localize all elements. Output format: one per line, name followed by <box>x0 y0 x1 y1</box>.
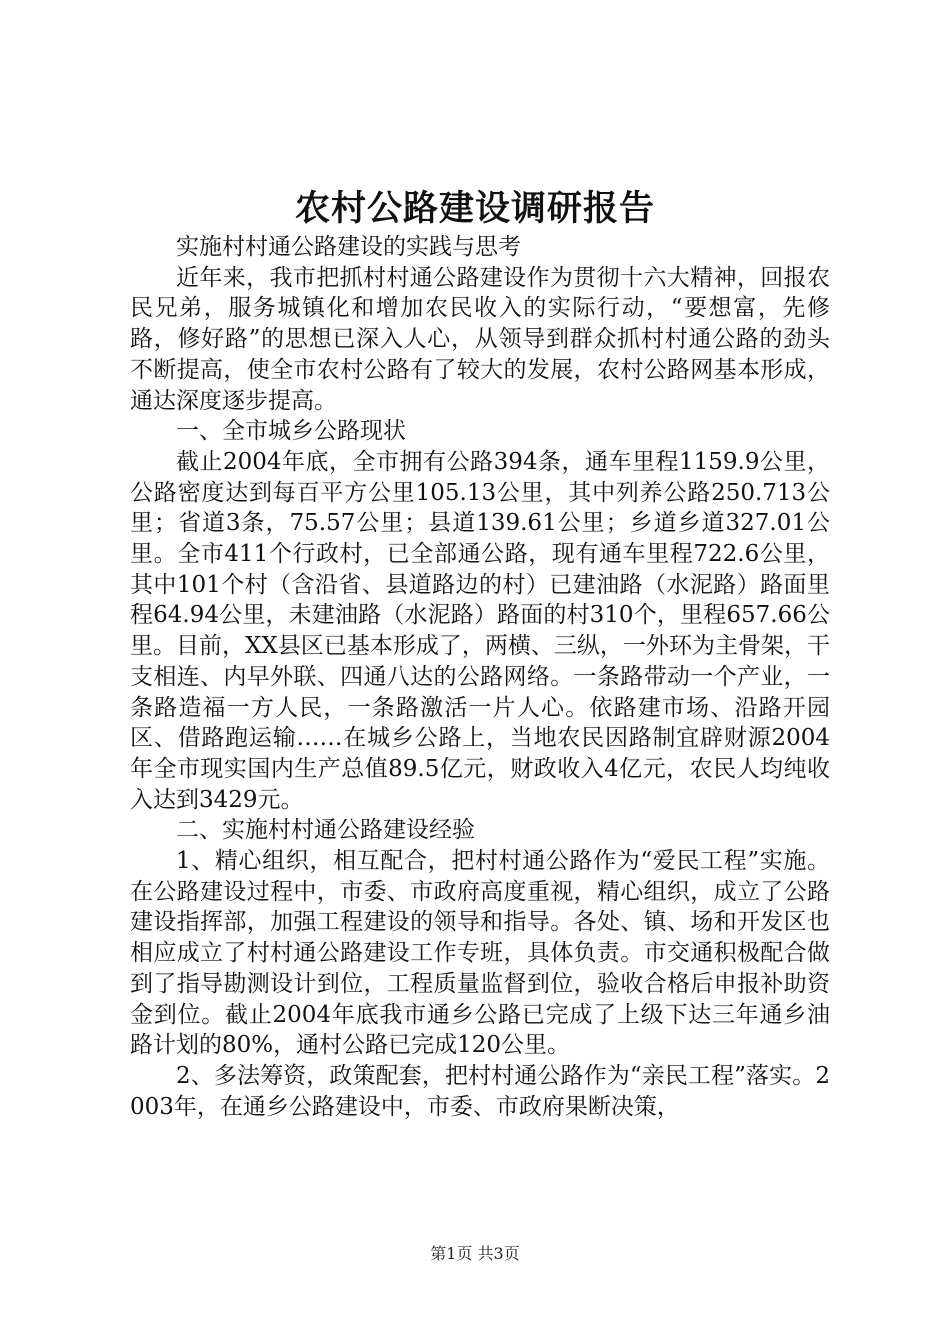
document-title: 农村公路建设调研报告 <box>294 189 655 229</box>
document-subtitle: 实施村村通公路建设的实践与思考 <box>176 234 521 260</box>
paragraph-experience-2: 2、多法筹资，政策配套，把村村通公路作为“亲民工程”落实。2003年，在通乡公路建设中，市委、市政府果断决策， <box>130 1062 830 1120</box>
section-heading-2: 二、实施村村通公路建设经验 <box>176 817 475 844</box>
page-footer: 第1页 共3页 <box>430 1244 520 1263</box>
section-heading-1: 一、全市城乡公路现状 <box>176 418 406 445</box>
paragraph-experience-1: 1、精心组织，相互配合，把村村通公路作为“爱民工程”实施。在公路建设过程中，市委、市政府高度重视，精心组织，成立了公路建设指挥部，加强工程建设的领导和指导。各处、镇、场和开发区也相应成立了村村通公路建设工作专班，具体负责。市交通积极配合做到了指导勘测设计到位，工程质量监督到位，验收合格后申报补助资金到位。截止2004年底我市通乡公路已完成了上级下达三年通乡油路计划的80%，通村公路已完成120公里。 <box>130 848 830 1059</box>
paragraph-intro: 近年来，我市把抓村村通公路建设作为贯彻十六大精神，回报农民兄弟，服务城镇化和增加农民收入的实际行动，“要想富，先修路，修好路”的思想已深入人心，从领导到群众抓村村通公路的劲头不断提高，使全市农村公路有了较大的发展，农村公路网基本形成，通达深度逐步提高。 <box>130 264 830 414</box>
document-body <box>130 232 830 1122</box>
paragraph-status: 截止2004年底，全市拥有公路394条，通车里程1159.9公里，公路密度达到每百平方公里105.13公里，其中列养公路250.713公里；省道3条，75.57公里；县道139.61公里；乡道乡道327.01公里。全市411个行政村，已全部通公路，现有通车里程722.6公里，其中101个村（含沿省、县道路边的村）已建油路（水泥路）路面里程64.94公里，未建油路（水泥路）路面的村310个，里程657.66公里。目前，XX县区已基本形成了，两横、三纵，一外环为主骨架，干支相连、内早外联、四通八达的公路网络。一条路带动一个产业，一条路造福一方人民，一条路激活一片人心。依路建市场、沿路开园区、借路跑运输……在城乡公路上，当地农民因路制宜辟财源2004年全市现实国内生产总值89.5亿元，财政收入4亿元，农民人均纯收入达到3429元。 <box>130 448 830 813</box>
